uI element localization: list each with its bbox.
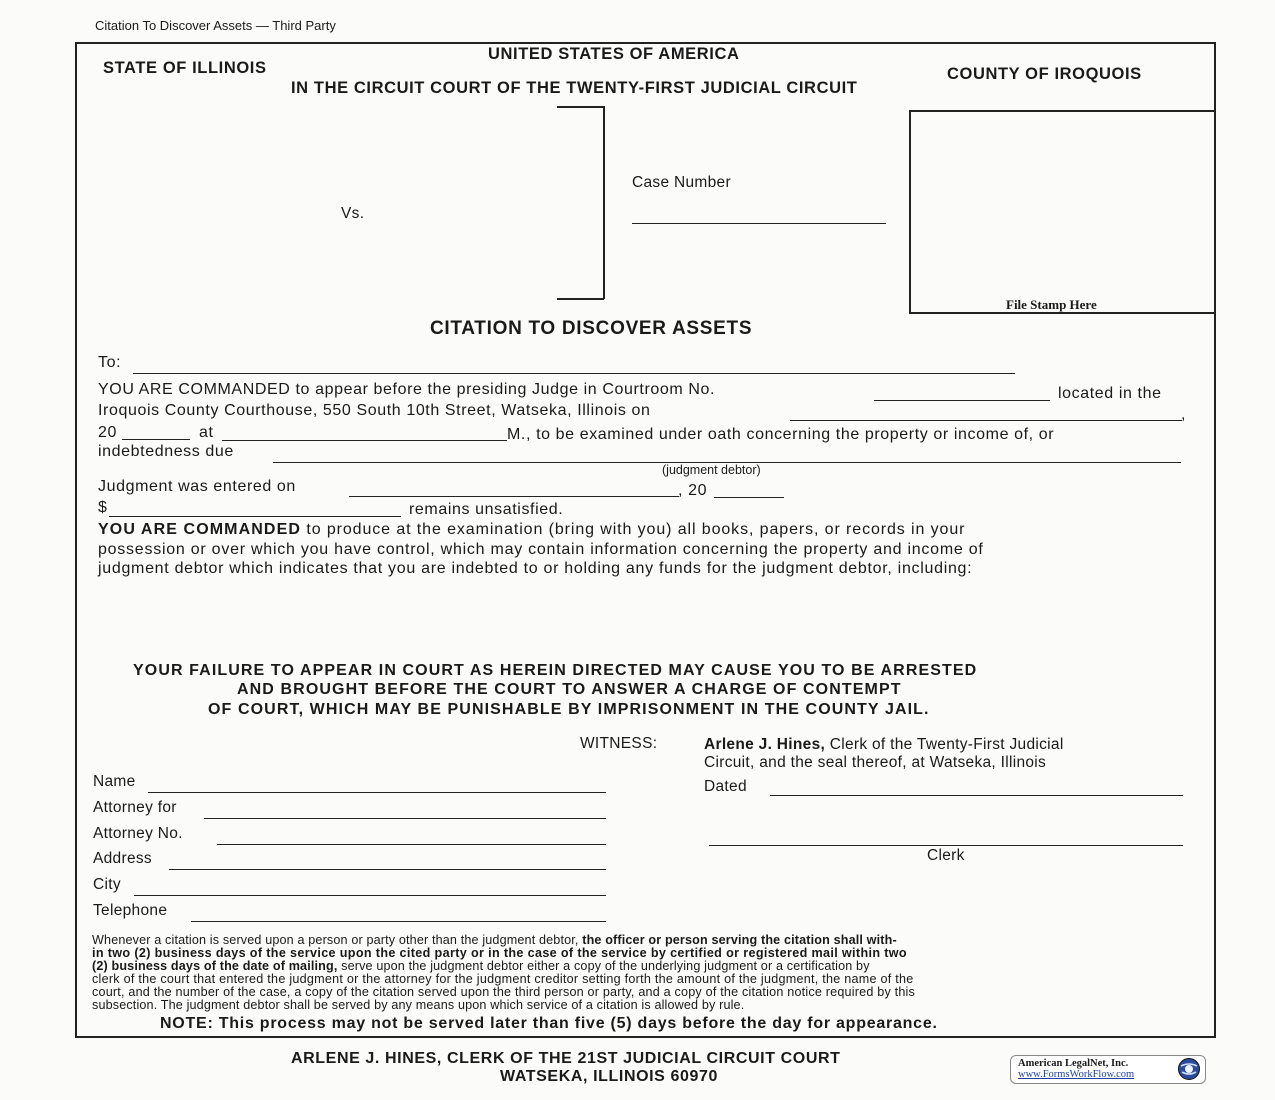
country-heading: UNITED STATES OF AMERICA — [488, 45, 740, 63]
fine-print-bold: (2) business days of the date of mailing, — [92, 959, 338, 973]
document-title: CITATION TO DISCOVER ASSETS — [430, 318, 753, 339]
attorney-no-label: Attorney No. — [93, 825, 183, 842]
judgment-debtor-field[interactable] — [273, 445, 1181, 463]
caption-bracket-side — [603, 106, 605, 299]
produce-text-line1 — [98, 521, 1188, 539]
dated-field[interactable] — [770, 779, 1183, 796]
brand-name: American LegalNet, Inc. — [1018, 1058, 1129, 1069]
witness-line2: Circuit, and the seal thereof, at Watseka, Illinois — [704, 754, 1047, 771]
indebtedness-label: indebtedness due — [98, 443, 234, 460]
fine-print-line6: subsection. The judgment debtor shall be served by any means upon which service of a citation is allowed by rule. — [92, 998, 745, 1012]
clerk-name: Arlene J. Hines, — [704, 736, 826, 753]
amount-field[interactable] — [109, 500, 401, 517]
to-label: To: — [98, 354, 122, 371]
fine-print-text: serve upon the judgment debtor either a copy of the underlying judgment or a certification by — [341, 959, 870, 973]
witness-line1 — [704, 736, 1064, 754]
at-label: at — [199, 424, 214, 441]
footer-clerk: ARLENE J. HINES, CLERK OF THE 21ST JUDICIAL CIRCUIT COURT — [291, 1050, 841, 1067]
dollar-sign: $ — [98, 499, 108, 516]
footer-address: WATSEKA, ILLINOIS 60970 — [500, 1068, 718, 1085]
attorney-no-field[interactable] — [217, 828, 606, 845]
address-field[interactable] — [169, 853, 606, 870]
produce-text: to produce at the examination (bring with you) all books, papers, or records in your — [306, 521, 966, 538]
command-bold: YOU ARE COMMANDED — [98, 521, 301, 538]
fine-print-bold: the officer or person serving the citation shall with- — [582, 933, 897, 947]
warning-line1: YOUR FAILURE TO APPEAR IN COURT AS HEREIN DIRECTED MAY CAUSE YOU TO BE ARRESTED — [133, 662, 978, 679]
judgment-date-field[interactable] — [349, 480, 679, 497]
produce-text-line3: judgment debtor which indicates that you are indebted to or holding any funds for the judgment debtor, including: — [98, 560, 973, 577]
city-field[interactable] — [134, 879, 606, 896]
witness-label: WITNESS: — [580, 735, 658, 752]
versus-label: Vs. — [341, 205, 365, 222]
case-number-field[interactable] — [632, 205, 886, 224]
brand-badge[interactable] — [1010, 1055, 1206, 1084]
command-text-line1: YOU ARE COMMANDED to appear before the presiding Judge in Courtroom No. — [98, 381, 716, 398]
courthouse-text: Iroquois County Courthouse, 550 South 10th Street, Watseka, Illinois on — [98, 402, 651, 419]
located-label: located in the — [1058, 385, 1162, 402]
clerk-signature-line[interactable] — [709, 845, 1183, 846]
judgment-year-prefix: , 20 — [678, 482, 708, 499]
comma: , — [1181, 406, 1187, 423]
caption-bracket-bottom — [557, 298, 604, 300]
name-field[interactable] — [148, 776, 606, 793]
courtroom-field[interactable] — [874, 385, 1050, 401]
appearance-year-field[interactable] — [122, 424, 190, 440]
appearance-date-field[interactable] — [790, 404, 1182, 421]
clerk-title: Clerk of the Twenty-First Judicial — [829, 736, 1064, 753]
caption-bracket-top — [557, 106, 604, 108]
name-label: Name — [93, 773, 136, 790]
telephone-label: Telephone — [93, 902, 168, 919]
fine-print-line5: court, and the number of the case, a copy of the citation served upon the third person or party, and a copy of the citation notice required by this — [92, 985, 916, 999]
judgment-year-field[interactable] — [714, 481, 784, 498]
case-number-label: Case Number — [632, 174, 731, 191]
warning-line3: OF COURT, WHICH MAY BE PUNISHABLE BY IMPRISONMENT IN THE COUNTY JAIL. — [208, 701, 930, 718]
fine-print-line3 — [92, 960, 870, 973]
fine-print-line2: in two (2) business days of the service upon the cited party or in the case of the service by certified or registered mail within two — [92, 946, 907, 960]
clerk-label: Clerk — [927, 847, 965, 864]
fine-print-text: Whenever a citation is served upon a person or party other than the judgment debtor, — [92, 933, 579, 947]
address-label: Address — [93, 850, 152, 867]
globe-logo-icon — [1177, 1057, 1201, 1081]
city-label: City — [93, 876, 121, 893]
fine-print-line1 — [92, 934, 897, 947]
dated-label: Dated — [704, 778, 747, 795]
judgment-entered-label: Judgment was entered on — [98, 478, 296, 495]
file-stamp-label: File Stamp Here — [1006, 297, 1097, 312]
attorney-for-label: Attorney for — [93, 799, 177, 816]
service-note: NOTE: This process may not be served later than five (5) days before the day for appearance. — [160, 1015, 938, 1032]
county-heading: COUNTY OF IROQUOIS — [947, 65, 1142, 83]
court-heading: IN THE CIRCUIT COURT OF THE TWENTY-FIRST JUDICIAL CIRCUIT — [291, 79, 858, 97]
examination-text: M., to be examined under oath concerning the property or income of, or — [507, 426, 1055, 443]
judgment-debtor-caption: (judgment debtor) — [662, 463, 761, 477]
telephone-field[interactable] — [191, 905, 606, 922]
brand-url[interactable]: www.FormsWorkFlow.com — [1018, 1069, 1135, 1080]
form-title: Citation To Discover Assets — Third Party — [95, 18, 336, 33]
to-field[interactable] — [133, 355, 1015, 374]
year-prefix: 20 — [98, 424, 117, 441]
file-stamp-box — [909, 110, 1215, 314]
attorney-for-field[interactable] — [204, 802, 606, 819]
appearance-time-field[interactable] — [222, 425, 507, 441]
fine-print-line4: clerk of the court that entered the judgment or the attorney for the judgment creditor setting forth the amount of the judgment, the name of the — [92, 972, 914, 986]
state-heading: STATE OF ILLINOIS — [103, 59, 267, 77]
unsatisfied-text: remains unsatisfied. — [409, 501, 564, 518]
warning-line2: AND BROUGHT BEFORE THE COURT TO ANSWER A CHARGE OF CONTEMPT — [237, 681, 902, 698]
produce-text-line2: possession or over which you have control, which may contain information concerning the property and income of — [98, 541, 984, 558]
